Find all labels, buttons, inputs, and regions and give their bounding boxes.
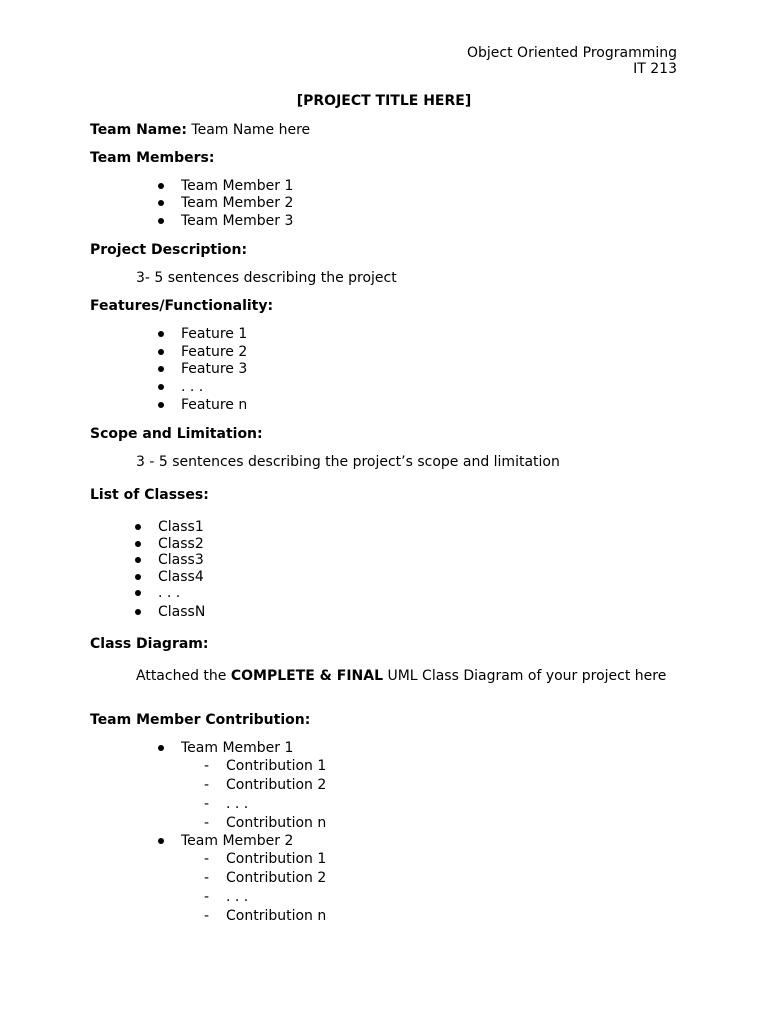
dash-icon: - — [204, 758, 210, 774]
course-name: Object Oriented Programming — [467, 45, 677, 61]
class-item: . . . — [158, 585, 181, 601]
class-item: ClassN — [158, 604, 206, 620]
class-item: Class3 — [158, 552, 204, 568]
contribution-item: Contribution 2 — [226, 870, 327, 886]
dash-icon: - — [204, 796, 210, 812]
bullet-icon — [158, 838, 164, 844]
feature-item: Feature n — [181, 397, 248, 413]
class-item: Class1 — [158, 519, 204, 535]
bullet-icon — [158, 183, 164, 189]
contribution-member-name: Team Member 1 — [181, 740, 294, 756]
bullet-icon — [135, 557, 141, 563]
dash-icon: - — [204, 777, 210, 793]
class-item: Class2 — [158, 536, 204, 552]
bullet-icon — [135, 609, 141, 615]
bullet-icon — [158, 200, 164, 206]
bullet-icon — [158, 349, 164, 355]
dash-icon: - — [204, 889, 210, 905]
class-diagram-text-before: Attached the — [136, 668, 231, 684]
feature-item: Feature 2 — [181, 344, 248, 360]
bullet-icon — [158, 402, 164, 408]
project-description-text: 3- 5 sentences describing the project — [136, 270, 397, 286]
feature-item: . . . — [181, 379, 204, 395]
team-member-item: Team Member 1 — [181, 178, 294, 194]
bullet-icon — [158, 745, 164, 751]
contribution-item: . . . — [226, 796, 249, 812]
contribution-item: Contribution 1 — [226, 851, 327, 867]
team-name-value: Team Name here — [191, 122, 311, 138]
bullet-icon — [135, 541, 141, 547]
dash-icon: - — [204, 815, 210, 831]
contribution-label: Team Member Contribution: — [90, 712, 311, 728]
class-diagram-text — [136, 669, 666, 683]
page-title: [PROJECT TITLE HERE] — [296, 93, 472, 109]
team-members-label: Team Members: — [90, 150, 215, 166]
classes-label: List of Classes: — [90, 487, 209, 503]
bullet-icon — [158, 366, 164, 372]
bullet-icon — [158, 331, 164, 337]
features-label: Features/Functionality: — [90, 298, 274, 314]
scope-label: Scope and Limitation: — [90, 426, 263, 442]
dash-icon: - — [204, 851, 210, 867]
class-diagram-label: Class Diagram: — [90, 636, 209, 652]
contribution-item: Contribution 2 — [226, 777, 327, 793]
team-name-label: Team Name: — [90, 122, 187, 138]
class-item: Class4 — [158, 569, 204, 585]
dash-icon: - — [204, 870, 210, 886]
team-member-item: Team Member 2 — [181, 195, 294, 211]
bullet-icon — [158, 218, 164, 224]
team-name-line — [90, 123, 310, 137]
project-description-label: Project Description: — [90, 242, 248, 258]
bullet-icon — [135, 574, 141, 580]
contribution-item: Contribution 1 — [226, 758, 327, 774]
feature-item: Feature 3 — [181, 361, 248, 377]
course-code: IT 213 — [633, 61, 677, 77]
bullet-icon — [135, 524, 141, 530]
class-diagram-text-after: UML Class Diagram of your project here — [383, 668, 667, 684]
contribution-item: Contribution n — [226, 908, 327, 924]
bullet-icon — [135, 590, 141, 596]
contribution-item: . . . — [226, 889, 249, 905]
dash-icon: - — [204, 908, 210, 924]
contribution-item: Contribution n — [226, 815, 327, 831]
class-diagram-text-bold: COMPLETE & FINAL — [230, 668, 384, 684]
contribution-member-name: Team Member 2 — [181, 833, 294, 849]
bullet-icon — [158, 384, 164, 390]
feature-item: Feature 1 — [181, 326, 248, 342]
scope-text: 3 - 5 sentences describing the project’s scope and limitation — [136, 454, 560, 470]
team-member-item: Team Member 3 — [181, 213, 294, 229]
